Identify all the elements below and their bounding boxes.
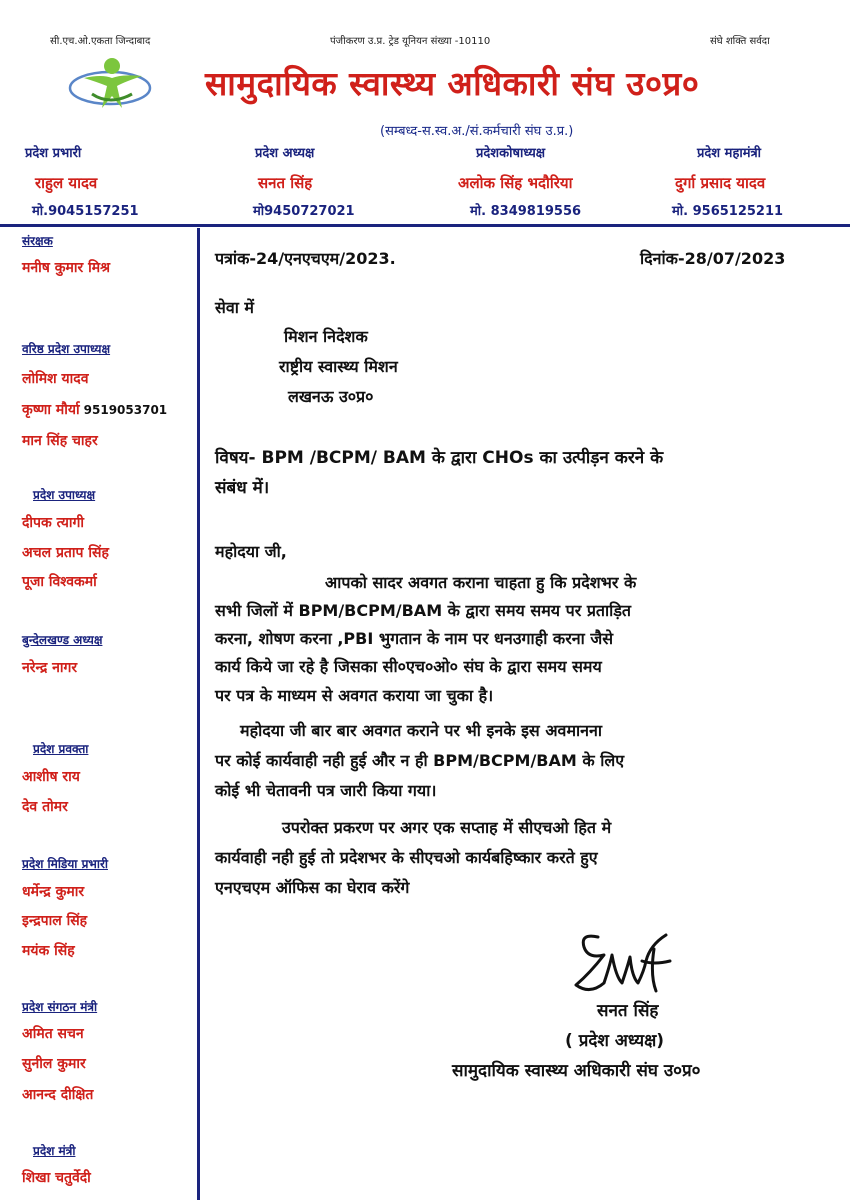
officer-mobile: मो9450727021 [253, 204, 355, 219]
right-slogan: संघे शक्ति सर्वदा [710, 36, 770, 47]
paragraph-line: महोदया जी बार बार अवगत कराने पर भी इनके इस अवमानना [240, 721, 603, 740]
officer-mobile: मो. 9565125211 [672, 204, 784, 219]
minister-name: शिखा चतुर्वेदी [22, 1170, 91, 1186]
media-heading: प्रदेश मिडिया प्रभारी [22, 857, 108, 871]
org-minister-heading: प्रदेश संगठन मंत्री [22, 1000, 98, 1014]
officer-mobile: मो.9045157251 [32, 204, 139, 219]
org-minister-name: आनन्द दीक्षित [22, 1087, 94, 1103]
letter-date: दिनांक-28/07/2023 [640, 249, 786, 268]
officer-name: सनत सिंह [258, 174, 313, 192]
senior-vp-name: लोमिश यादव [22, 371, 89, 387]
senior-vp-heading: वरिष्ठ प्रदेश उपाध्यक्ष [22, 342, 111, 356]
senior-vp-name: कृष्णा मौर्या 9519053701 [22, 402, 168, 418]
signatory-name: सनत सिंह [597, 1001, 659, 1021]
paragraph-line: उपरोक्त प्रकरण पर अगर एक सप्ताह में सीएचओ हित मे [282, 818, 612, 837]
media-name: धर्मेन्द्र कुमार [22, 884, 85, 900]
patron-heading: संरक्षक [22, 234, 53, 248]
org-minister-name: अमित सचन [22, 1026, 84, 1042]
officer-role: प्रदेश महामंत्री [697, 146, 762, 161]
officer-name: राहुल यादव [35, 174, 98, 192]
header-divider [0, 224, 850, 227]
org-minister-name: सुनील कुमार [22, 1056, 86, 1072]
officer-role: प्रदेश अध्यक्ष [255, 146, 315, 161]
spokesperson-name: देव तोमर [22, 799, 68, 815]
vp-heading: प्रदेश उपाध्यक्ष [33, 488, 96, 502]
subject-line: विषय- BPM /BCPM/ BAM के द्वारा CHOs का उत्पीड़न करने के [215, 448, 664, 468]
organization-title: सामुदायिक स्वास्थ्य अधिकारी संघ उ०प्र० [205, 64, 700, 103]
media-name: इन्द्रपाल सिंह [22, 913, 88, 929]
officer-name: अलोक सिंह भदौरिया [458, 174, 573, 192]
vp-name: दीपक त्यागी [22, 515, 84, 531]
media-name: मयंक सिंह [22, 943, 75, 959]
paragraph-line: एनएचएम ऑफिस का घेराव करेंगे [215, 878, 410, 897]
paragraph-line: करना, शोषण करना ,PBI भुगतान के नाम पर धनउगाही करना जैसे [215, 629, 614, 648]
bundelkhand-heading: बुन्देलखण्ड अध्यक्ष [22, 633, 103, 647]
minister-heading: प्रदेश मंत्री [33, 1144, 76, 1158]
paragraph-line: कार्यवाही नही हुई तो प्रदेशभर के सीएचओ कार्यबहिष्कार करते हुए [215, 848, 598, 867]
senior-vp-mobile: 9519053701 [83, 403, 168, 417]
union-logo [62, 48, 162, 118]
paragraph-line: सभी जिलों में BPM/BCPM/BAM के द्वारा समय समय पर प्रताड़ित [215, 601, 632, 620]
addressee-line: लखनऊ उ०प्र० [288, 387, 374, 406]
affiliation-text: (सम्बध्द-स.स्व.अ./सं.कर्मचारी संघ उ.प्र.) [380, 124, 574, 139]
vp-name: पूजा विश्वकर्मा [22, 574, 97, 590]
officer-mobile: मो. 8349819556 [470, 204, 582, 219]
signatory-designation: ( प्रदेश अध्यक्ष) [565, 1031, 665, 1051]
bundelkhand-name: नरेन्द्र नागर [22, 660, 78, 676]
patron-name: मनीष कुमार मिश्र [22, 260, 110, 276]
subject-line: संबंध में। [215, 478, 270, 498]
paragraph-line: आपको सादर अवगत कराना चाहता हु कि प्रदेशभर के [325, 573, 637, 592]
salutation: महोदया जी, [215, 542, 287, 561]
paragraph-line: पर पत्र के माध्यम से अवगत कराया जा चुका है। [215, 686, 494, 705]
left-slogan: सी.एच.ओ.एकता जिन्दाबाद [50, 36, 151, 47]
sidebar-divider [197, 228, 200, 1200]
vp-name: अचल प्रताप सिंह [22, 545, 109, 561]
to-line: सेवा में [215, 298, 254, 317]
registration-number: पंजीकरण उ.प्र. ट्रेड यूनियन संख्या -10110 [330, 36, 491, 47]
spokesperson-heading: प्रदेश प्रवक्ता [33, 742, 89, 756]
senior-vp-name: मान सिंह चाहर [22, 433, 98, 449]
signatory-organization: सामुदायिक स्वास्थ्य अधिकारी संघ उ०प्र० [452, 1061, 701, 1081]
paragraph-line: पर कोई कार्यवाही नही हुई और न ही BPM/BCPM/BAM के लिए [215, 751, 625, 770]
addressee-line: राष्ट्रीय स्वास्थ्य मिशन [279, 357, 398, 376]
addressee-line: मिशन निदेशक [284, 327, 368, 346]
letter-reference: पत्रांक-24/एनएचएम/2023. [215, 249, 396, 268]
spokesperson-name: आशीष राय [22, 769, 80, 785]
officer-role: प्रदेशकोषाध्यक्ष [476, 146, 546, 161]
paragraph-line: कार्य किये जा रहे है जिसका सी०एच०ओ० संघ के द्वारा समय समय [215, 657, 602, 676]
signature-mark [570, 925, 680, 1000]
officer-name: दुर्गा प्रसाद यादव [675, 174, 766, 192]
paragraph-line: कोई भी चेतावनी पत्र जारी किया गया। [215, 781, 437, 800]
officer-role: प्रदेश प्रभारी [25, 146, 82, 161]
